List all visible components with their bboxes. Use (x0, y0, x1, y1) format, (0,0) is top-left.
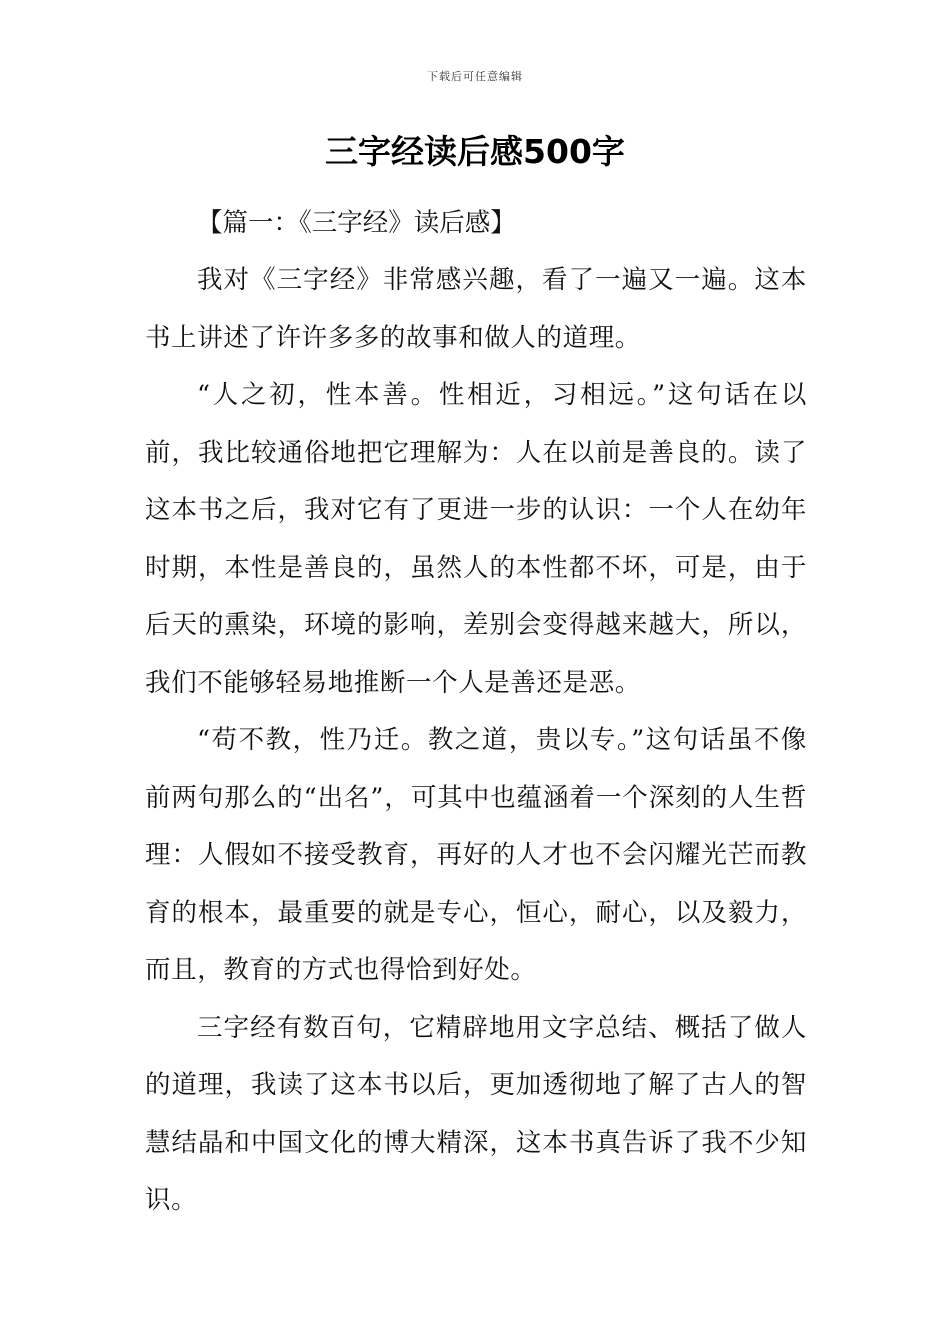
paragraph-2: “人之初，性本善。性相近，习相远。”这句话在以前，我比较通俗地把它理解为：人在以前是善良的。读了这本书之后，我对它有了更进一步的认识：一个人在幼年时期，本性是善良的，虽然人的本性都不坏，可是，由于后天的熏染，环境的影响，差别会变得越来越大，所以，我们不能够轻易地推断一个人是善还是恶。 (145, 380, 807, 698)
paragraph-3: “苟不教，性乃迁。教之道，贵以专。”这句话虽不像前两句那么的“出名”，可其中也蕴涵着一个深刻的人生哲理：人假如不接受教育，再好的人才也不会闪耀光芒而教育的根本，最重要的就是专心，恒心，耐心，以及毅力，而且，教育的方式也得恰到好处。 (145, 725, 807, 985)
document-title: 三字经读后感500字 (325, 132, 625, 171)
section-heading: 【篇一：《三字经》读后感】 (197, 208, 516, 238)
paragraph-1: 我对《三字经》非常感兴趣，看了一遍又一遍。这本书上讲述了许许多多的故事和做人的道理。 (145, 265, 807, 353)
document-body (145, 195, 807, 1230)
header-note: 下载后可任意编辑 (427, 70, 523, 83)
paragraph-4: 三字经有数百句，它精辟地用文字总结、概括了做人的道理，我读了这本书以后，更加透彻地了解了古人的智慧结晶和中国文化的博大精深，这本书真告诉了我不少知识。 (145, 1012, 807, 1215)
